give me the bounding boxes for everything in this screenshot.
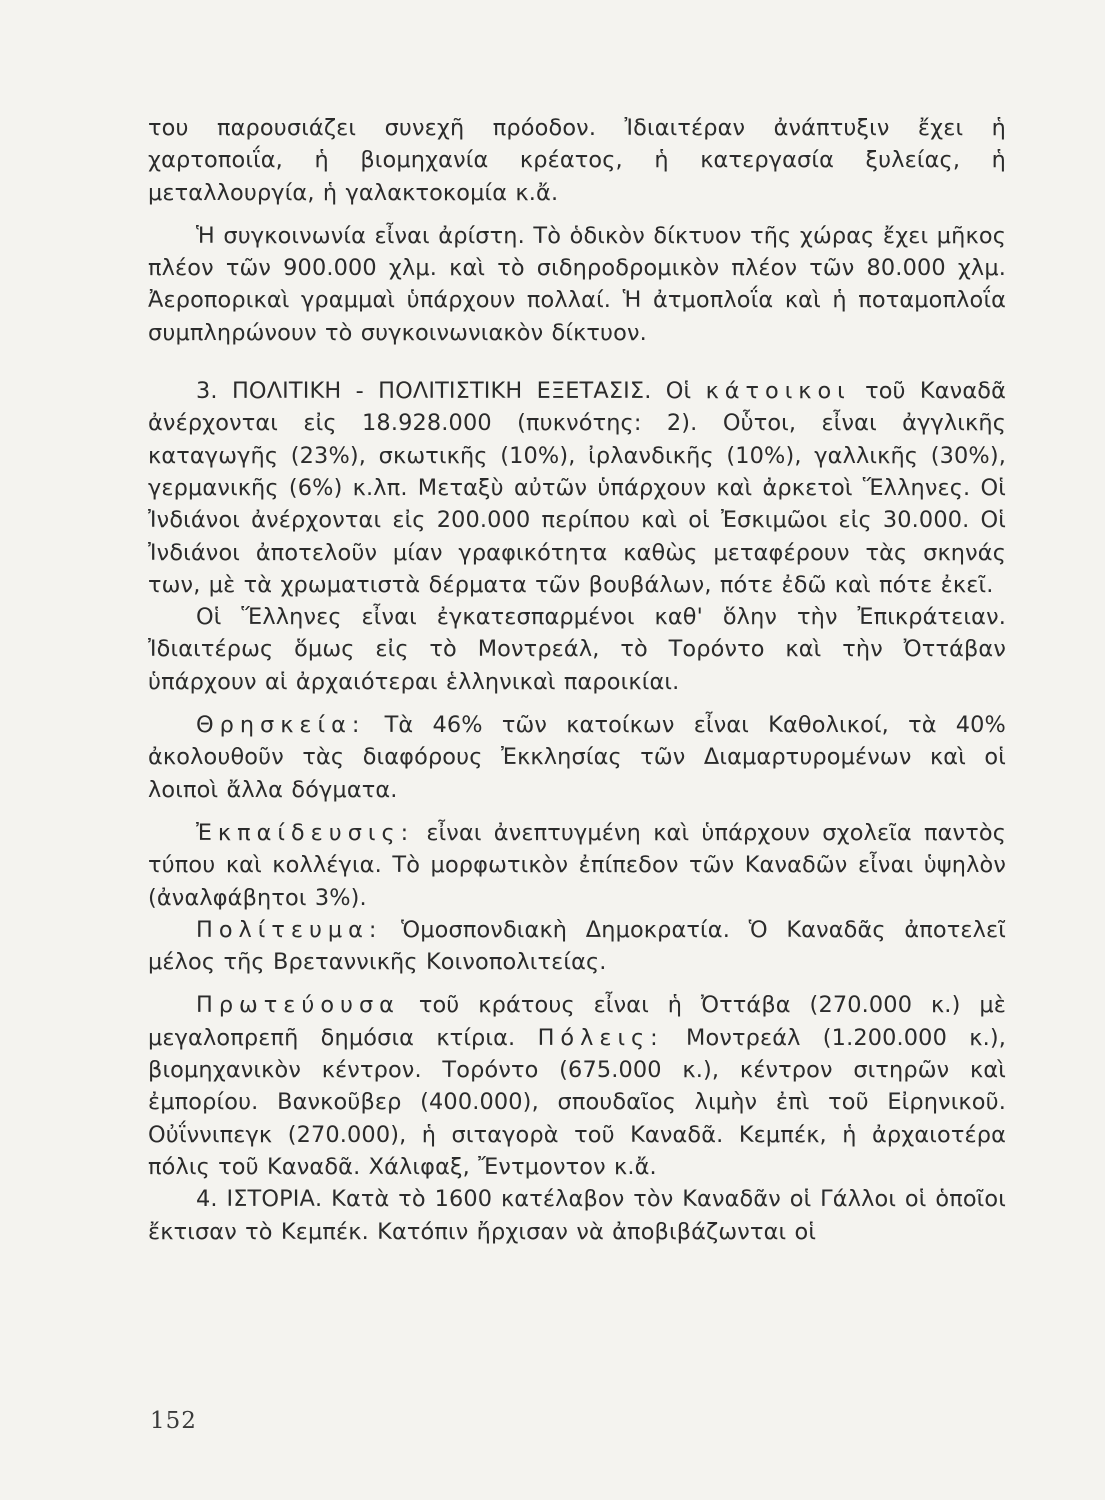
spaced-term-capital: Πρωτεύουσα (196, 992, 400, 1019)
paragraph-polity (148, 914, 1006, 979)
paragraph-greeks: Οἱ Ἕλληνες εἶναι ἐγκατεσπαρμένοι καθ' ὅλην τὴν Ἐπικράτειαν. Ἰδιαιτέρως ὅμως εἰς τὸ Μοντρεάλ, τὸ Τορόντο καὶ τὴν Ὀττάβαν ὑπάρχουν αἱ ἀρχαιότεραι ἑλληνικαὶ παροικίαι. (148, 604, 1006, 695)
spaced-term-cities: Πόλεις: (537, 1024, 664, 1051)
education-text: εἶναι ἀνεπτυγμένη καὶ ὑπάρχουν σχολεῖα παντὸς τύπου καὶ κολλέγια. Τὸ μορφωτικὸν ἐπίπεδον τῶν Καναδῶν εἶναι ὑψηλὸν (ἀναλφάβητοι 3%). (148, 819, 1006, 911)
paragraph-education (148, 817, 1006, 914)
polity-text: Ὁμοσπονδιακὴ Δημοκρατία. Ὁ Καναδᾶς ἀποτελεῖ μέλος τῆς Βρεταννικῆς Κοινοπολιτείας. (148, 916, 1006, 976)
paragraph-history (148, 1183, 1006, 1248)
capital-text: τοῦ κράτους εἶναι ἡ Ὀττάβα (270.000 κ.) μὲ μεγαλοπρεπῆ δημόσια κτίρια. (148, 992, 1006, 1051)
spaced-term-inhabitants: κάτοικοι (705, 378, 851, 405)
section-heading-politics: 3. ΠΟΛΙΤΙΚΗ - ΠΟΛΙΤΙΣΤΙΚΗ ΕΞΕΤΑΣΙΣ. (196, 378, 652, 405)
population-lead: Οἱ (665, 378, 692, 405)
paragraph-religion (148, 709, 1006, 806)
paragraph-industry: του παρουσιάζει συνεχῆ πρόοδον. Ἰδιαιτέραν ἀνάπτυξιν ἔχει ἡ χαρτοποιΐα, ἡ βιομηχανία κρέατος, ἡ κατεργασία ξυλείας, ἡ μεταλλουργία, ἡ γαλακτοκομία κ.ἄ. (148, 115, 1006, 206)
spaced-term-education: Ἐκπαίδευσις: (196, 819, 415, 846)
history-text: Κατὰ τὸ 1600 κατέλαβον τὸν Καναδᾶν οἱ Γάλλοι οἱ ὁποῖοι ἔκτισαν τὸ Κεμπέκ. Κατόπιν ἤρχισαν νὰ ἀποβιβάζωνται οἱ (148, 1186, 1006, 1245)
section-heading-history: 4. ΙΣΤΟΡΙΑ. (196, 1186, 323, 1213)
page-body (148, 112, 1006, 1248)
paragraph-cities (148, 989, 1006, 1183)
paragraph-population (148, 375, 1006, 601)
religion-text: Τὰ 46% τῶν κατοίκων εἶναι Καθολικοί, τὰ 40% ἀκολουθοῦν τὰς διαφόρους Ἐκκλησίας τῶν Διαμαρτυρομένων καὶ οἱ λοιποὶ ἄλλα δόγματα. (148, 712, 1006, 803)
spaced-term-religion: Θρησκεία: (196, 712, 366, 739)
population-text: τοῦ Καναδᾶ ἀνέρχονται εἰς 18.928.000 (πυκνότης: 2). Οὗτοι, εἶναι ἀγγλικῆς καταγωγῆς (23%), σκωτικῆς (10%), ἰρλανδικῆς (10%), γαλλικῆς (30%), γερμανικῆς (6%) κ.λπ. Μεταξὺ αὐτῶν ὑπάρχουν καὶ ἀρκετοὶ Ἕλληνες. Οἱ Ἰνδιάνοι ἀνέρχονται εἰς 200.000 περίπου καὶ οἱ Ἐσκιμῶοι εἰς 30.000. Οἱ Ἰνδιάνοι ἀποτελοῦν μίαν γραφικότητα καθὼς μεταφέρουν τὰς σκηνάς των, μὲ τὰ χρωματιστὰ δέρματα τῶν βουβάλων, πότε ἐδῶ καὶ πότε ἐκεῖ. (148, 378, 1006, 598)
cities-text: Μοντρεάλ (1.200.000 κ.), βιομηχανικὸν κέντρον. Τορόντο (675.000 κ.), κέντρον σιτηρῶν καὶ ἐμπορίου. Βανκοῦβερ (400.000), σπουδαῖος λιμὴν ἐπὶ τοῦ Εἰρηνικοῦ. Οὐΐννιπεγκ (270.000), ἡ σιταγορὰ τοῦ Καναδᾶ. Κεμπέκ, ἡ ἀρχαιοτέρα πόλις τοῦ Καναδᾶ. Χάλιφαξ, Ἔντμοντον κ.ἄ. (148, 1024, 1006, 1180)
paragraph-transport: Ἡ συγκοινωνία εἶναι ἀρίστη. Τὸ ὁδικὸν δίκτυον τῆς χώρας ἔχει μῆκος πλέον τῶν 900.000 χλμ. καὶ τὸ σιδηροδρομικὸν πλέον τῶν 80.000 χλμ. Ἀεροπορικαὶ γραμμαὶ ὑπάρχουν πολλαί. Ἡ ἀτμοπλοΐα καὶ ἡ ποταμοπλοΐα συμπληρώνουν τὸ συγκοινωνιακὸν δίκτυον. (148, 222, 1006, 346)
spaced-term-polity: Πολίτευμα: (196, 916, 383, 943)
page-number: 152 (150, 1408, 197, 1434)
